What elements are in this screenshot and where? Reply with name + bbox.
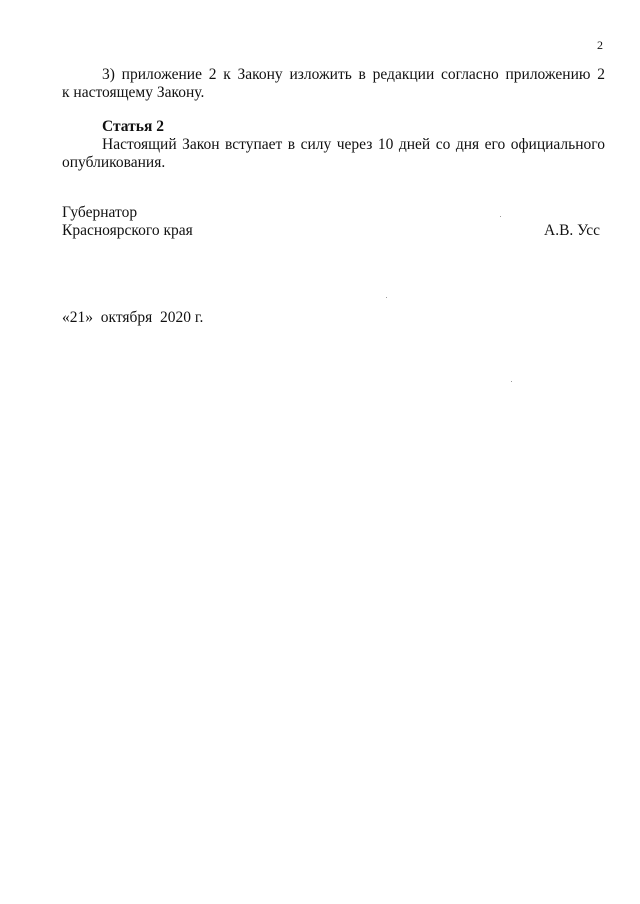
- article-2-line-1: Настоящий Закон вступает в силу через 10 дней со дня его официального: [102, 136, 605, 153]
- signatory-title-line-2: Красноярского края: [62, 222, 193, 239]
- page-number: 2: [597, 38, 603, 52]
- signatory-name: А.В. Усс: [544, 222, 601, 239]
- scan-speck: [500, 216, 501, 217]
- item-3-line-1: 3) приложение 2 к Закону изложить в редакции согласно приложению 2: [102, 66, 605, 83]
- article-2-line-2: опубликования.: [62, 154, 166, 171]
- signing-date: «21» октября 2020 г.: [62, 309, 204, 326]
- article-2-heading: Статья 2: [102, 118, 164, 135]
- scan-speck: [511, 381, 512, 382]
- signatory-title-line-1: Губернатор: [62, 204, 138, 221]
- item-3-line-2: к настоящему Закону.: [62, 84, 205, 101]
- scan-speck: [386, 297, 387, 298]
